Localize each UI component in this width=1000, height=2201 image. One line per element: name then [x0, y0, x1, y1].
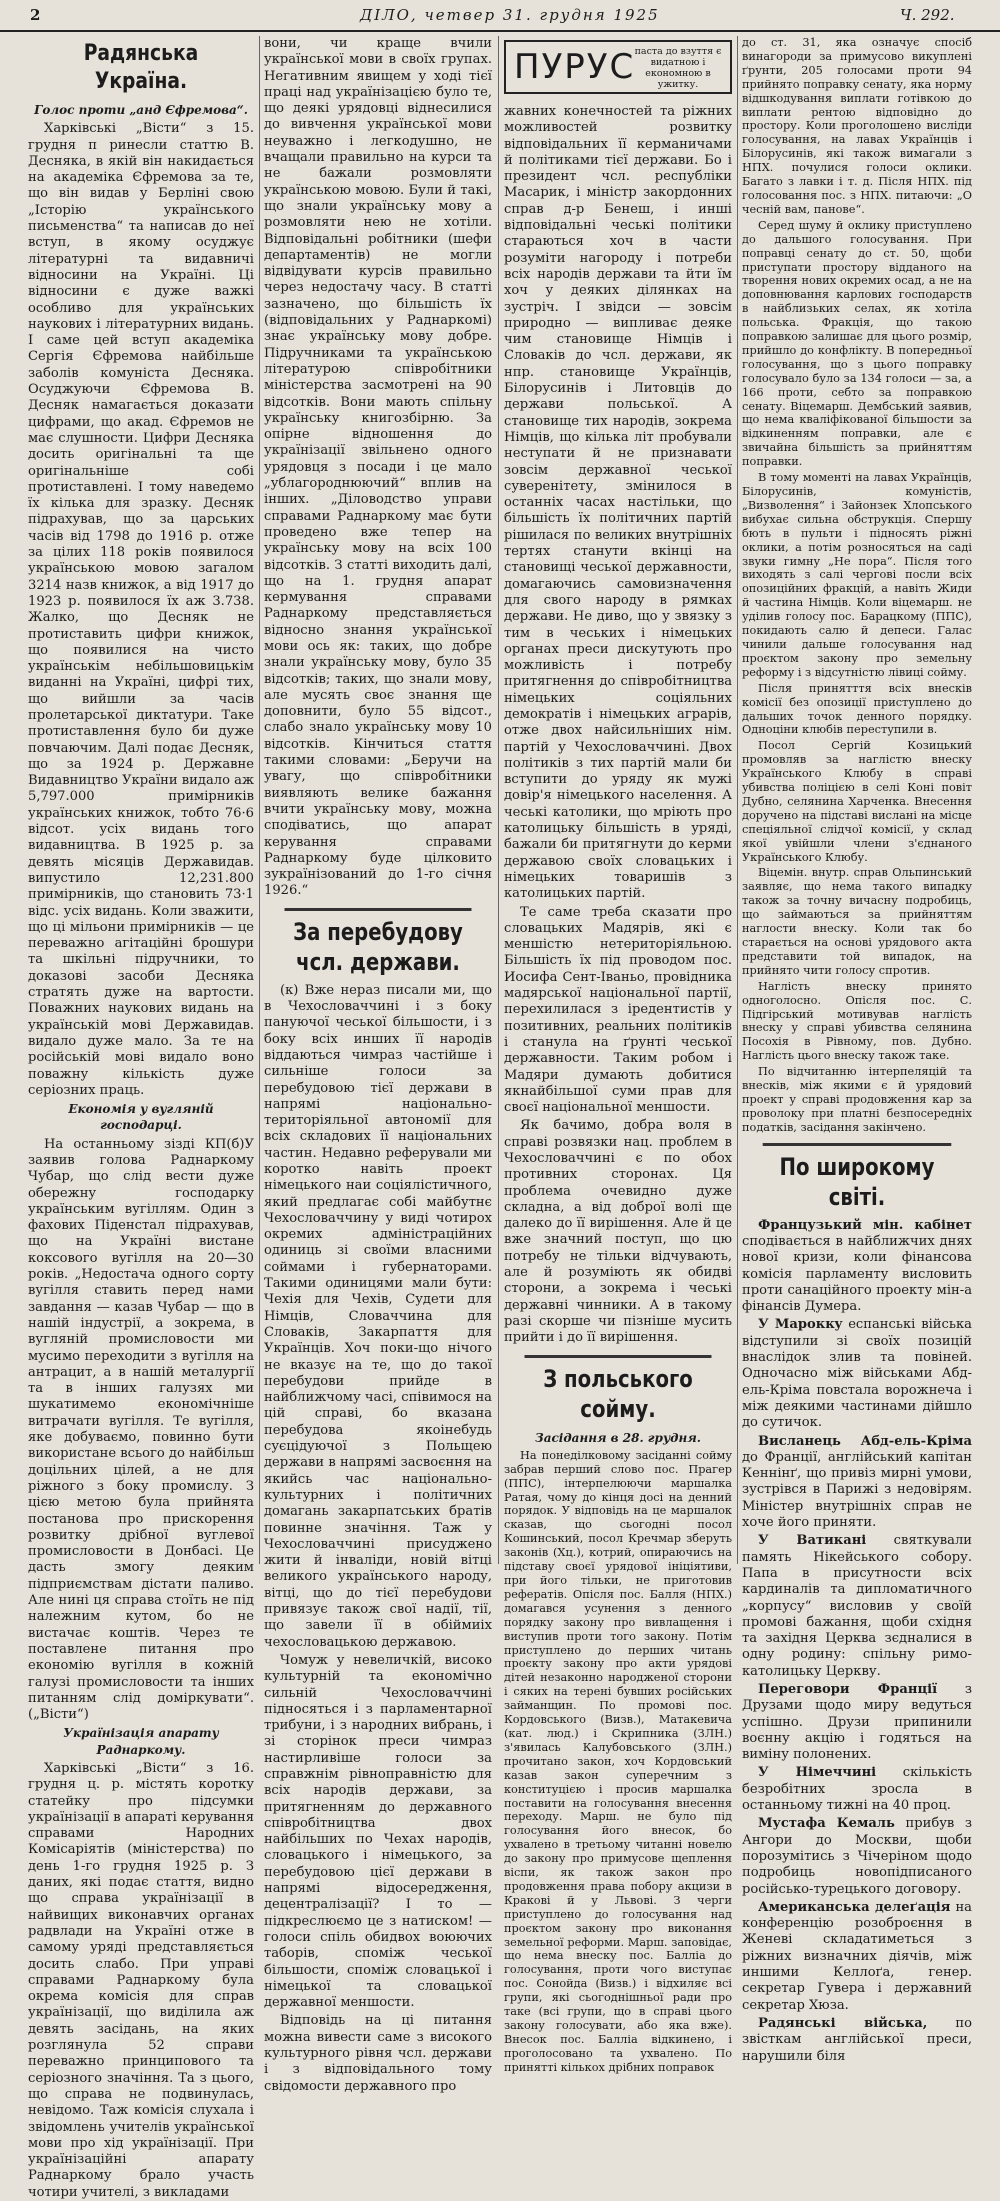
news-item: [742, 2016, 972, 2065]
news-text: еспанські війська відступили зі своїх позицій внаслідок злив та повіней. Одночасно між військами Абд-ель-Кріма повстала ворожнеча і між деякими частинами дійшло до сутичок.: [742, 1317, 972, 1431]
column-3: [504, 36, 732, 2074]
article-paragraph: Віцемін. внутр. справ Ольпинський заявляє, що нема такого випадку також за точну вичасну подробиць, що займаються за прийняттям наглости внеску. Коли так бо старається на основі урядового акта представити той випадок, на прийнято чити голосу спротив.: [742, 866, 972, 977]
article-paragraph: (к) Вже нераз писали ми, що в Чехословаччині і з боку пануючої чеської більшости, і з боку всіх инших її народів віддаються чимраз частійше і сильніше голоси за перебудовою тієї держави в напрямі національно-територіяльної автономії для всіх складових її національних частин. Недавно реферували ми коротко навіть проект німецького наи соціялістичного, який предлагає собі майбутнє Чехословаччину у виді чотирох окремих адміністраційних одиниць зі своїми власними соймами і губернаторами. Такими одиницями мали бути: Чехія для Чехів, Судети для Німців, Словаччина для Словаків, Закарпаття для Українців. Хоч поки-що нічого не вказує на те, що до такої перебудови прийде в найближчому часі, співимося на цій справі, бо вказана перебудова якоінебудь суєцідуючої з Польщею держави в напрямі засвоєння на якийсь час національно-культурних і політичних домагань закарпатських братів повинне значіння. Таж у Чехословаччині присуджено жити й інваліди, новій вітці великого українського народу, вітці, що до тієї перебудови привязує також свої надії, тії, що завели її в обіймиіх чехословацькою державою.: [264, 982, 492, 1650]
news-item: [742, 1816, 972, 1897]
article-paragraph: Як бачимо, добра воля в справі розвязки нац. проблем в Чехословаччині є по обох противних сторонах. Ця проблема очевидно дуже складна, а від доброї волі ще далеко до її вирішення. Але й це вже значний поступ, що цю потребу не тільки відчувають, але й розуміють як обидві сторони, а зокрема і чеські державні чинники. А в такому разі скорше чи пізніше мусить прийти і до її вирішення.: [504, 1118, 732, 1346]
news-item: [742, 1900, 972, 2014]
column-rule: [737, 36, 738, 1564]
news-text: з Друзами щодо миру ведуться успішно. Друзи припинили воєнну акцію і годяться на виміну полонених.: [742, 1682, 972, 1763]
news-item: [742, 1434, 972, 1532]
article-paragraph: жавних конечностей та ріжних можливостей розвитку відповідальних її керманичами й політиками тієї держави. Бо і президент чсл. республіки Масарик, і міністр закордонних справ д-р Бенеш, і инші відповідальні чеські політики стараються хоч в части розуміти нагороду і потреби всіх народів держави та йти їм хоч у деяких ділянках на зустріч. І звідси — зовсім природно — випливає деяке чим становище Німців і Словаків до чсл. держави, як нпр. становище Українців, Білорусинів і Литовців до держави польської. А становище тих народів, зокрема Німців, що кілька літ пробували неступати й не признавати зовсім державної чеської суверенітету, змінилося в останніх часах настільки, що більшість їх політичних партій рішилася по великих внутрішніх тертях станути вкінці на становищі чеської державности, домагаючись самовизначення для свого народу в рямках держави. Не диво, що у звязку з тим в чеських і німецьких органах преси дискутують про можливість і потребу притягнення до співробітництва німецьких соціяльних демократів і німецьких аграрів, отже двох найсильніших нім. партій у Чехословаччині. Двох політиків з тих партій мали би вступити до уряду як мужі довір'я німецького населення. А чеські католики, що мріють про католицьку більшість в уряді, бажали би притягнути до керми державою своїх словацьких і німецьких товаришів з католицьких партій.: [504, 104, 732, 902]
article-paragraph: Після принятття всіх внесків комісії без опозиції приступлено до дальших точок денного порядку. Одноціни клюбів переступили в.: [742, 681, 972, 737]
news-item: [742, 1533, 972, 1680]
news-text: святкували память Нікейського собору. Папа в присутности всіх кардиналів та дипломатичного „корпусу“ висловив у своїй промові бажання, щоби східня та західня Церква зєдналися в одну родину: спільну римо-католицьку Церкву.: [742, 1533, 972, 1679]
article-paragraph: Відповідь на ці питання можна вивести саме з високого культурного рівня чсл. держави і з відповідального тому свідомости державного про: [264, 2013, 492, 2094]
masthead-title: ДІЛО, четвер 31. грудня 1925: [360, 6, 660, 24]
article-paragraph: Харківські „Вісти“ з 16. грудня ц. р. містять коротку статейку про підсумки українізації в апараті керування справами Народних Комісаріятів (міністерства) по день 1-го грудня 1925 р. З даних, які подає стаття, видно що справа українізації в найвищих виконавчих органах радвлади на Україні отже в самому уряді представляється досить слабо. При управі справами Раднаркому була окрема комісія для справ українізації, що виділила аж девять засідань, на яких розглянула 52 справи переважно принципового та серіозного значіння. Та з цього, що справа не подвинулась, невідомо. Тaж комісія слухала і звідомлень учителів української мови про хід українізації. При українізаційні апарату Раднаркому брало участь чотири учителі, з викладами: [28, 1760, 254, 2200]
advertisement: [504, 40, 732, 94]
news-item: [742, 1682, 972, 1763]
article-subheading: Економія у вугляній господарці.: [68, 1102, 214, 1133]
article-paragraph: Чомуж у невеличкій, високо культурній та економічно сильній Чехословаччині підносяться і з парламентарної трибуни, і з народних вибрань, і зі сторінок преси чимраз настирливіше голоси за справжнім рівноправністю для всіх народів держави, за притягненням до державного співробітництва двох найбільших по Чехах народів, словацького і німецького, за перебудовою цієї держави в напрямі відосередження, децентралізації? І то — підкреслюємо це з натиском! — голоси спіль обидвох воюючих таборів, споміж чеської більшости, споміж словацької і німецької та словацької державної меншости.: [264, 1652, 492, 2011]
article-paragraph: Серед шуму й оклику приступлено до дальшого голосування. При поправці сенату до ст. 50, щоби приступати простору відданого на творення нових окремих осад, а не на доповнювання карлових господарств в найблизьких селах, як хотіла польська. Фракція, що такою поправкою залишає для цього розмір, прийшло до конфлікту. В попередньої голосування, що з цього поправку голосувало було за 134 голоси — за, а 166 проти, себто за поправкою сенату. Віцемарш. Дембський заявив, що нема кваліфікованої більшости за відкиненням поправки, але є звичайна більшість за прийняттям поправки.: [742, 218, 972, 469]
news-lead: У Німеччині: [758, 1765, 877, 1781]
ad-brand: ПУРУС: [514, 47, 636, 87]
article-heading: З польського сойму.: [525, 1355, 712, 1424]
news-lead: У Мароккy: [758, 1317, 843, 1333]
news-lead: Радянські війська,: [758, 2015, 928, 2031]
news-lead: Мустафа Кемаль: [758, 1816, 895, 1832]
article-subheading: Українізація апарату Раднаркому.: [63, 1726, 219, 1757]
article-heading: По широкому світі.: [763, 1143, 952, 1212]
news-text: прибув з Ангори до Москви, щоби порозумітись з Чічеріном щодо подробиць новопідписаного російсько-турецького договору.: [742, 1816, 972, 1897]
column-4: [742, 36, 972, 2064]
article-heading: За перебудову чсл. держави.: [285, 908, 472, 977]
news-item: [742, 1317, 972, 1431]
article-subheading: Засідання в 28. грудня.: [535, 1430, 701, 1445]
column-rule: [259, 36, 260, 1564]
news-text: до Франції, англійський капітан Кеннінґ, що привіз мирні умови, зустрівся в Парижі з недовірям. Міністер внутрішніх справ не хоче його приняти.: [742, 1449, 972, 1531]
article-paragraph: На понеділковому засіданні сойму забрав перший слово пос. Прагер (ППС), інтерпелюючи маршалка Ратая, чому до кінця досі на денний порядок. У відповідь на це маршалок сказав, що сьогодні посол Кошинський, посол Кречмар зберуть законів (Хц.), котрий, опираючись на підставу своєї урядової ініціятиви, при його тільки, не приготовив рефератів. Опісля пос. Балля (НПХ.) домагався усунення з денного порядку закону про вивлащення і виступив проти того закону. Потім приступлено до перших читань проєкту закону про акти урядові дітей незаконно народженої сторони і сяких на терені бувших російських займанщин. По промові пос. Кордовського (Визв.), Матакевича (кат. люд.) і Скрипника (ЗЛН.) з'явилась Калубовського (ЗЛН.) прочитано закон, хоч Кордовський казав закон суперечним з конституцією і просив маршалка поставити на голосування внесення переходу. Марш. не було під голосування його внесок, бо ухвалено в третьому читанні новелю до закону про примусове щеплення віспи, як також закон про продовження права побору акцизи в Кракові й у Львові. З черги приступлено до голосування над проєктом закону про виконання земельної реформи. Марш. заповідає, що нема внеску пос. Балліа до голосування, проти чого виступає пос. Сонойда (Визв.) і відхиляє всі групи, які сьогоднішньої ради про таке (всі групи, що в справі цього закону голосувати, або яка вже). Внесок пос. Балліа відкинено, і проголосовано та ухвалено. По принятті кількох дрібних поправок: [504, 1448, 732, 2074]
article-paragraph: По відчитанню інтерпеляцій та внесків, між якими є й урядовий проект у справі продовження кар за проволоку при платні безпосередніх податків, засідання закінчено.: [742, 1065, 972, 1134]
article-paragraph: На останньому зізді КП(б)У заявив голова Раднаркому Чубар, що слід вести дуже обережну господарку українським вугіллям. Один з фахових Піденстал підрахував, що на Україні вистане коксового вугілля на 20—30 років. „Недостача одного сорту вугілля ставить перед нами завдання — казав Чубар — що в нашій індустрії, а зокрема, в вугляній промисловости ми мусимо переходити з вугілля на антрацит, а в нашій металургії та в інших галузях ми шукатимемо економічніше витрачати вугілля. Те вугілля, яке добуваємо, повинно бути використане всього до найбільш доцільних цілей, а не для ріжного з боку промислу. З цією метою була прийнята постанова про прискорення розвитку дрібної вуглевої промисловости в Донбасі. Це дасть змогу деяким підприємствам дістати паливо. Але нині ця справа стоїть не під належним кутом, бо не вистачає коштів. Через те поставлене питання про економію вугілля в кожній галузі промисловости та інших питанням слід доміркувати“. („Вісти“): [28, 1136, 254, 1723]
news-item: [742, 1218, 972, 1316]
article-paragraph: Харківські „Вісти“ з 15. грудня п ринесли статтю В. Десняка, в якій він накидається на академіка Єфремова за те, що він видав у Берліні свою „Історію українського письменства“ та написав до неї вступ, в якому осуджує літературні та видавничі відносини на Україні. Ці відносини є дуже важкі особливо для українських наукових і літературних видань. І саме цей вступ академіка Сергія Єфремова найбільше заболів комуніста Десняка. Осуджуючи Єфремова В. Десняк намагається доказати цифрами, що акад. Єфремов не має слушности. Цифри Десняка досить оригінальні та ще оригінальніше собі протиставлені. І тому наведемо їх кілька для зразку. Десняк підрахував, що за царських часів від 1798 до 1916 р. отже за цілих 118 років появилося українською мовою загалом 3214 назв книжок, а від 1917 до 1923 р. появилося їх аж 3.738. Жалко, що Десняк не протиставить цифри книжок, що появилися на чисто українськім небільшовицькім виданні на Україні, цифрі тих, що вийшли за часів пролетарської диктатури. Таке протиставлення було би дуже повчаючим. Далі подає Десняк, що за 1924 р. Державне Видавництво України видало аж 5,797.000 примірників українських книжок, тобто 76·6 відсот. усіх видань того видавництва. В 1925 р. за девять місяців Державидав. випустило 12,231.800 примірників, що становить 73·1 відс. усіх видань. Коли зважити, що ці мільони примірників — це переважно агітаційні брошури та шкільні підручники, то доказові засоби Десняка стратять дуже на вартости. Поважних наукових видань на українській мові Державидав. видало дуже мало. За те на російській мові видало воно поважну кількість дуже серіозних праць.: [28, 121, 254, 1098]
article-subheading: Голос проти „анд Єфремова“.: [34, 103, 248, 117]
column-1: [28, 36, 254, 2200]
news-lead: Переговори Франції: [758, 1682, 938, 1697]
article-paragraph: до ст. 31, яка означує спосіб винагороди за примусово викуплені ґрунти, 205 голосами проти 94 прийнято поправку сенату, яка норму відшкодування виплати готівкою до виплати рентою відповідно до простору. Коли проголошено висліди голосування, на лавах Українців і Білорусинів, які також вимагали з НПХ. почулися голоси оклики. Багато з лавки і т. д. Після НПХ. під голосовання пос. з НПХ. питаючи: „О чесній вам, панове“.: [742, 36, 972, 216]
news-item: [742, 1765, 972, 1814]
article-heading: Радянська Україна.: [83, 41, 199, 94]
article-paragraph: Те саме треба сказати про словацьких Мадярів, які є меншістю нетериторіяльною. Більшість їх під проводом пос. Иосифа Сент-Іваньо, провідника мадярської національної партії, перехилилася з іредентистів у позитивних, реальних політиків і станула на ґрунті чеської державности. Таким робом і Мадяри думають добитися якнайбільшої суми прав для своєї національної меншости.: [504, 904, 732, 1116]
masthead: [0, 0, 1000, 32]
news-lead: Французький мін. кабінет: [758, 1217, 972, 1233]
article-paragraph: В тому моменті на лавах Українців, Білорусинів, комуністів, „Визволення“ і Зайонзек Хлопського вибухає сильна обструкція. Спершу бють в пульти і підносять ріжні оклики, а потім розносяться на саді звуки гимну „Не пора“. Після того виходять з салі чергові посли всіх опозиційних фракцій, а навіть Жиди й частина Німців. Коли віцемарш. не уділив голосу пос. Барацкому (ППС), покидають салю й депеси. Галас чинили дальше голосування над проєктом закону про земельну реформу і з відсутністю лівиці сойму.: [742, 471, 972, 679]
news-text: по звісткам англійської преси, нарушили біля: [742, 2015, 972, 2064]
article-paragraph: вони, чи краще вчили української мови в своїх групах. Негативним явищем у ході тієї праці над українізацією було те, що деякі урядовці віднесилися до вивчення української мови неуважно і легкодушно, не вчащали правильно на курси та не бажали розмовляти українською мовою. Були й такі, що знали українську мову а розмовляти нею не хотіли. Відповідальні робітники (шефи департаментів) не могли відвідувати курсів правильно через недостачу часу. В статті зазначено, що більшість їх (відповідальних у Раднаркомі) знає українську мову добре. Підручниками та українською літературою співробітники міністерства засмотрені на 90 відсотків. Вони мають спільну українську книгозбірню. За опірне відношення до українізації звільнено одного урядовця з посади і це мало „ублагороднюючий“ вплив на інших. „Діловодство управи справами Раднаркому має бути проведено вже тепер на українську мову на всіх 100 відсотків. З статті виходить далі, що на 1. грудня апарат кермування справами Раднаркому представляється відносно знання української мови ось як: таких, що добре знали українську мову, було 35 відсотків; таких, що знали мову, але мусять своє знання ще доповнити, було 55 відсот., слабо знало українську мову 10 відсотків. Кінчиться стаття такими словами: „Беручи на увагу, що співробітники виявляють велике бажання вчити українську мову, можна сподіватись, що апарат керування справами Раднаркому буде цілковито зукраїнізований до 1-го січня 1926.“: [264, 36, 492, 899]
news-lead: У Ватикані: [758, 1533, 867, 1549]
column-2: [264, 36, 492, 2094]
issue-number: Ч. 292.: [900, 6, 955, 24]
news-text: скількість безробітних зросла в останньому тижні на 40 проц.: [742, 1765, 972, 1814]
news-text: сподівається в найближчих днях нової кризи, коли фінансова комісія парламенту висловить проти санаційного проекту мін-а фінансів Думера.: [742, 1233, 972, 1315]
page-number: 2: [30, 6, 41, 24]
column-rule: [498, 36, 499, 1564]
news-lead: Висланець Абд-ель-Кріма: [758, 1433, 972, 1449]
ad-text: паста до взуття є видатною і економною в ужитку.: [634, 46, 722, 90]
news-lead: Американська делеґація: [758, 1899, 951, 1915]
article-paragraph: Посол Сергій Козицький промовляв за наглістю внеску Українського Клюбу в справі убивства поліцією в селі Коні повіт Дубно, селянина Харченка. Внесення доручено на підставі вислані на місце спеціяльної слідчої комісії, у склад якої увійшли члени з'єднаного Українського Клюбу.: [742, 739, 972, 864]
article-paragraph: Наглість внеску принято одноголосно. Опісля пос. С. Підгірський мотивував наглість внеску у справі убивства селянина Посохія в Рівному, пов. Дубно. Наглість цього внеску також таке.: [742, 979, 972, 1063]
news-text: на конференцію розоброєння в Женеві складатиметься з ріжних визначних діячів, між иншими Келлоґа, генер. секретар Гувера і державний секретар Хюза.: [742, 1899, 972, 2013]
